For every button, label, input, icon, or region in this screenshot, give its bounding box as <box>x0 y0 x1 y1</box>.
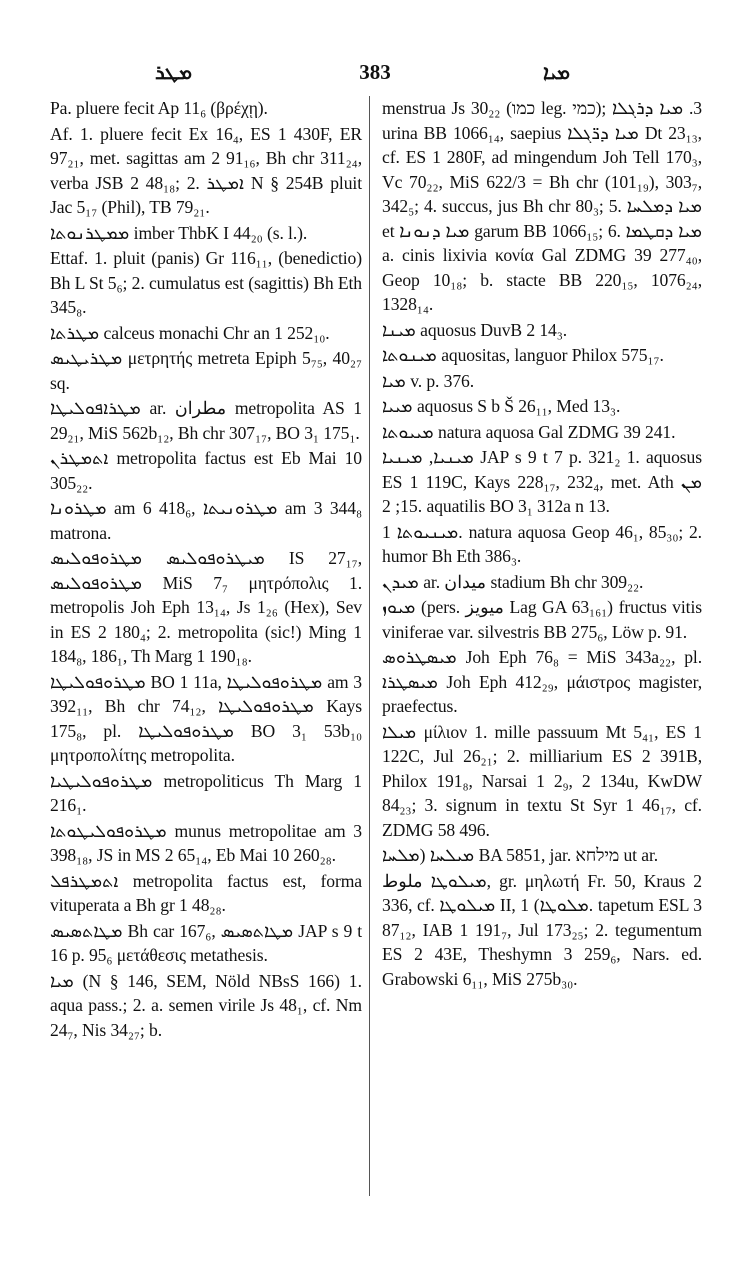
entry: ܡܛܪܘܦܘܠܝܛܐ BO 1 11a, ܡܛܪܘܦܘܠܝܛܐ am 3 392₁₁, Bh chr 74₁₂, ܡܛܪܘܦܘܠܝܛܐ Kays 175₈, pl. ܡܛܪܘܦܘܠܝܛܐ BO 3₁ 53b₁₀ μητροπολίτης metropolita. <box>50 671 363 765</box>
entry: ܡܝܢܝܘܬܐ 1. natura aquosa Geop 46₁, 85₃₀; 2. humor Bh Eth 386₃. <box>382 521 702 566</box>
entry: menstrua Js 30₂₂ (כמו leg. כמי); 3. ܡܝܐ ܕܪܓܠܐ urina BB 1066₁₄, saepius ܡܝܐ ܕܪ̈ܓܠܐ Dt 23₁₃, cf. ES 1 280F, ad mingendum Joh Tell 170₃, Vc 70₂₂, MiS 622/3 = Bh chr (101₁₉), 303₇, 342₅; 4. succus, jus Bh chr 80₃; 5. ܡܝܐ ܕܡܠܚܐ et ܡܝܐ ܕܢܘܢܐ garum BB 1066₁₅; 6. ܡܝܐ ܕܩܛܡܐ a. cinis lixivia κονία Gal ZDMG 39 277₄₀, Geop 10₁₈; b. stacte BB 220₁₅, 1076₂₄, 1328₁₄. <box>382 98 703 314</box>
entry: ܡܝܐ v. p. 376. <box>382 370 475 391</box>
entry: ܡܝܢܐ aquosus DuvB 2 14₃. <box>382 319 568 340</box>
entry: Ettaf. 1. pluit (panis) Gr 116₁₁, (benedictio) Bh L St 5₆; 2. cumulatus est (sagittis) Bh Eth 345₈. <box>50 248 362 317</box>
header-left-word: ܡܛܪ <box>155 60 193 84</box>
entry: ܡܛܪܘܦܘܠܝܛܘܬܐ munus metropolitae am 3 398₁₈, JS in MS 2 65₁₄, Eb Mai 10 260₂₈. <box>50 820 362 865</box>
entry: ܡܝܣܛܪܘܣ Joh Eph 76₈ = MiS 343a₂₂, pl. ܡܝܣܛܪܐ Joh Eph 412₂₉, μάιστρος magister, praefectus. <box>382 647 702 716</box>
entry: ܡܝܢܝܐ, ܡܝܢܝܐ JAP s 9 t 7 p. 321₂ 1. aquosus ES 1 119C, Kays 228₁₇, 232₄, met. Ath ܡܢ 15; 2. aquatilis BO 3₁ 312a n 13. <box>382 447 702 516</box>
entry: ܡܝܝܘܬܐ natura aquosa Gal ZDMG 39 241. <box>382 421 676 442</box>
header-right-word: ܡܝܐ <box>542 60 570 84</box>
entry: ܡܝܠܐ μίλιον 1. mille passuum Mt 5₄₁, ES 1 122C, Jul 26₂₁; 2. milliarium ES 2 391B, Philox 191₈, Narsai 1 2₉, 2 134u, KwDW 84₂₃; 3. signum in textu St Syr 1 46₁₇, cf. ZDMG 58 496. <box>382 721 702 840</box>
entry: ܐܬܡܛܪܦܠ metropolita factus est, forma vituperata a Bh gr 1 48₂₈. <box>50 870 362 915</box>
entry: ܡܝܠܘܛܐ ملوط, gr. μηλωτή Fr. 50, Kraus 2 336, cf. ܡܝܠܘܛܐ II, ܡܠܘܛܐ) 1. tapetum ESL 3 87₁₂, IAB 1 191₇, Jul 173₂₅; 2. tegumentum ES 2 43E, Theshymn 3 259₆, Nars. ed. Grabowski 6₁₁, MiS 275b₃₀. <box>382 870 703 989</box>
entry: ܡܛܪܝܛܝܣ μετρητής metreta Epiph 5₇₅, 40₂₇ sq. <box>50 348 362 393</box>
entry: ܡܛܪܘܢܐ am 6 418₆, ܡܛܪܘܢܝܬܐ am 3 344₈ matrona. <box>50 498 362 543</box>
entry: Pa. pluere fecit Ap 11₆ (βρέχῃ). <box>50 98 268 118</box>
right-column <box>382 96 702 992</box>
entry: ܡܛܪܘܦܘܠܝܛܝܐ metropoliticus Th Marg 1 216₁. <box>50 770 362 815</box>
entry: ܡܝܠܚܐ (ܡܠܚܐ BA 5851, jar. מילחא ut ar. <box>382 845 659 865</box>
entry: ܡܛܐܬܣܝܣ Bh car 167₆, ܡܛܐܬܣܝܣ JAP s 9 t 16 p. 95₆ μετάθεσις metathesis. <box>50 920 362 965</box>
page-number: 383 <box>359 60 391 84</box>
left-column <box>50 96 362 1043</box>
entry: Af. 1. pluere fecit Ex 16₄, ES 1 430F, ER 97₂₁, met. sagittas am 2 91₁₆, Bh chr 311₂₄, verba JSB 2 48₁₈; 2. ܐܡܛܪ N § 254B pluit Jac 5₁₇ (Phil), TB 79₂₁. <box>50 123 362 217</box>
entry: ܡܝܛܪܘܦܘܠܝܣ ܡܛܪܘܦܘܠܝܣ IS 27₁₇, ܡܛܪܘܦܘܠܝܣ MiS 7₇ μητρόπολις 1. metropolis Joh Eph 13₁₄, Js 1₂₆ (Hex), Sev in ES 2 180₄; 2. metropolita (sic!) Ming 1 184₈, 186₁, Th Marg 1 190₁₈. <box>50 548 362 666</box>
column-divider <box>369 96 370 1196</box>
entry: ܐܬܡܛܪܢ metropolita factus est Eb Mai 10 305₂₂. <box>50 448 362 493</box>
page-header <box>40 60 710 90</box>
entry: ܡܡܛܪܢܘܬܐ imber ThbK I 44₂₀ (s. l.). <box>50 222 308 243</box>
entry: ܡܝܝܐ aquosus S b Š 26₁₁, Med 13₃. <box>382 396 621 416</box>
entry: ܡܝܘܙ (pers. ميويز Lag GA 63₁₆₁) fructus vitis viniferae var. silvestris BB 275₆, Löw p. 91. <box>382 597 702 642</box>
entry: ܡܛܪܐܦܘܠܝܛܐ ar. مطران metropolita AS 1 29₂₁, MiS 562b₁₂, Bh chr 307₁₇, BO 3₁ 175₁. <box>50 398 362 443</box>
entry: ܡܝܕܢ ar. ميدان stadium Bh chr 309₂₂. <box>382 571 644 592</box>
entry: ܡܝܐ (N § 146, SEM, Nöld NBsS 166) 1. aqua pass.; 2. a. semen virile Js 48₁, cf. Nm 24₇, Nis 34₂₇; b. <box>50 970 362 1040</box>
entry: ܡܛܪܬܐ calceus monachi Chr an 1 252₁₀. <box>50 322 330 343</box>
entry: ܡܝܢܘܬܐ aquositas, languor Philox 575₁₇. <box>382 345 664 365</box>
